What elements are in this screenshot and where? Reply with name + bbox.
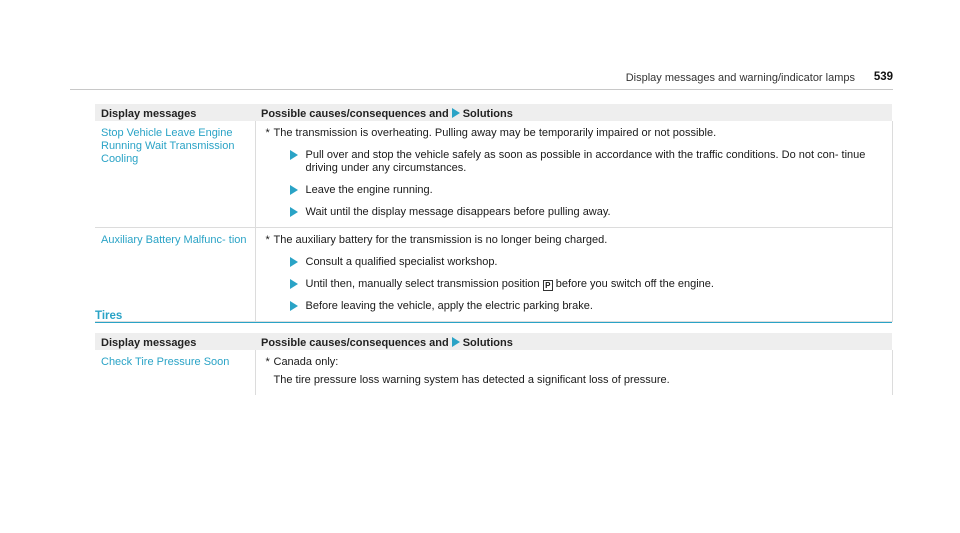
cause-intro: * Canada only: bbox=[265, 356, 339, 368]
solution-step: Until then, manually select transmission position P before you switch off the engine. bbox=[262, 278, 886, 291]
table-row bbox=[95, 228, 892, 322]
table-row bbox=[95, 350, 892, 395]
solution-step: Consult a qualified specialist workshop. bbox=[262, 256, 886, 269]
park-position-icon: P bbox=[543, 280, 553, 291]
step-arrow-icon bbox=[290, 185, 298, 195]
step-arrow-icon bbox=[290, 150, 298, 160]
col-header-message: Display messages bbox=[95, 333, 255, 350]
solution-arrow-icon bbox=[452, 337, 460, 347]
cause-text: The tire pressure loss warning system has detected a significant loss of pressure. bbox=[273, 374, 670, 386]
star-marker: * bbox=[265, 127, 270, 139]
cause-cell bbox=[255, 121, 892, 228]
star-marker: * bbox=[265, 356, 270, 368]
tires-messages-table bbox=[95, 333, 893, 395]
table-header-row bbox=[95, 104, 892, 121]
cause-cell bbox=[255, 350, 892, 395]
step-arrow-icon bbox=[290, 257, 298, 267]
message-cell: Stop Vehicle Leave Engine Running Wait Transmission Cooling bbox=[95, 121, 255, 228]
step-arrow-icon bbox=[290, 279, 298, 289]
step-arrow-icon bbox=[290, 301, 298, 311]
table-row bbox=[95, 121, 892, 228]
header-rule bbox=[70, 89, 893, 90]
cause-cell bbox=[255, 228, 892, 322]
col-header-causes: Possible causes/consequences and Solutions bbox=[255, 104, 892, 121]
message-cell: Check Tire Pressure Soon bbox=[95, 350, 255, 395]
section-title: Tires bbox=[95, 310, 123, 322]
cause-intro: * The transmission is overheating. Pulling away may be temporarily impaired or not possible. bbox=[265, 127, 717, 139]
step-arrow-icon bbox=[290, 207, 298, 217]
running-header-title: Display messages and warning/indicator lamps bbox=[625, 72, 855, 84]
solution-step: Leave the engine running. bbox=[262, 184, 886, 197]
display-messages-table bbox=[95, 104, 893, 322]
page-number: 539 bbox=[873, 71, 893, 83]
section-rule bbox=[95, 322, 892, 323]
solution-step: Wait until the display message disappears before pulling away. bbox=[262, 206, 886, 219]
solution-arrow-icon bbox=[452, 108, 460, 118]
table-header-row bbox=[95, 333, 892, 350]
message-cell: Auxiliary Battery Malfunc- tion bbox=[95, 228, 255, 322]
cause-intro: * The auxiliary battery for the transmission is no longer being charged. bbox=[265, 234, 608, 246]
page-header bbox=[587, 70, 893, 88]
star-marker: * bbox=[265, 234, 270, 246]
col-header-causes: Possible causes/consequences and Solutions bbox=[255, 333, 892, 350]
solution-step: Before leaving the vehicle, apply the electric parking brake. bbox=[262, 300, 886, 313]
col-header-message: Display messages bbox=[95, 104, 255, 121]
solution-step: Pull over and stop the vehicle safely as soon as possible in accordance with the traffic conditions. Do not con- tinue driving under any circumstances. bbox=[262, 149, 886, 175]
